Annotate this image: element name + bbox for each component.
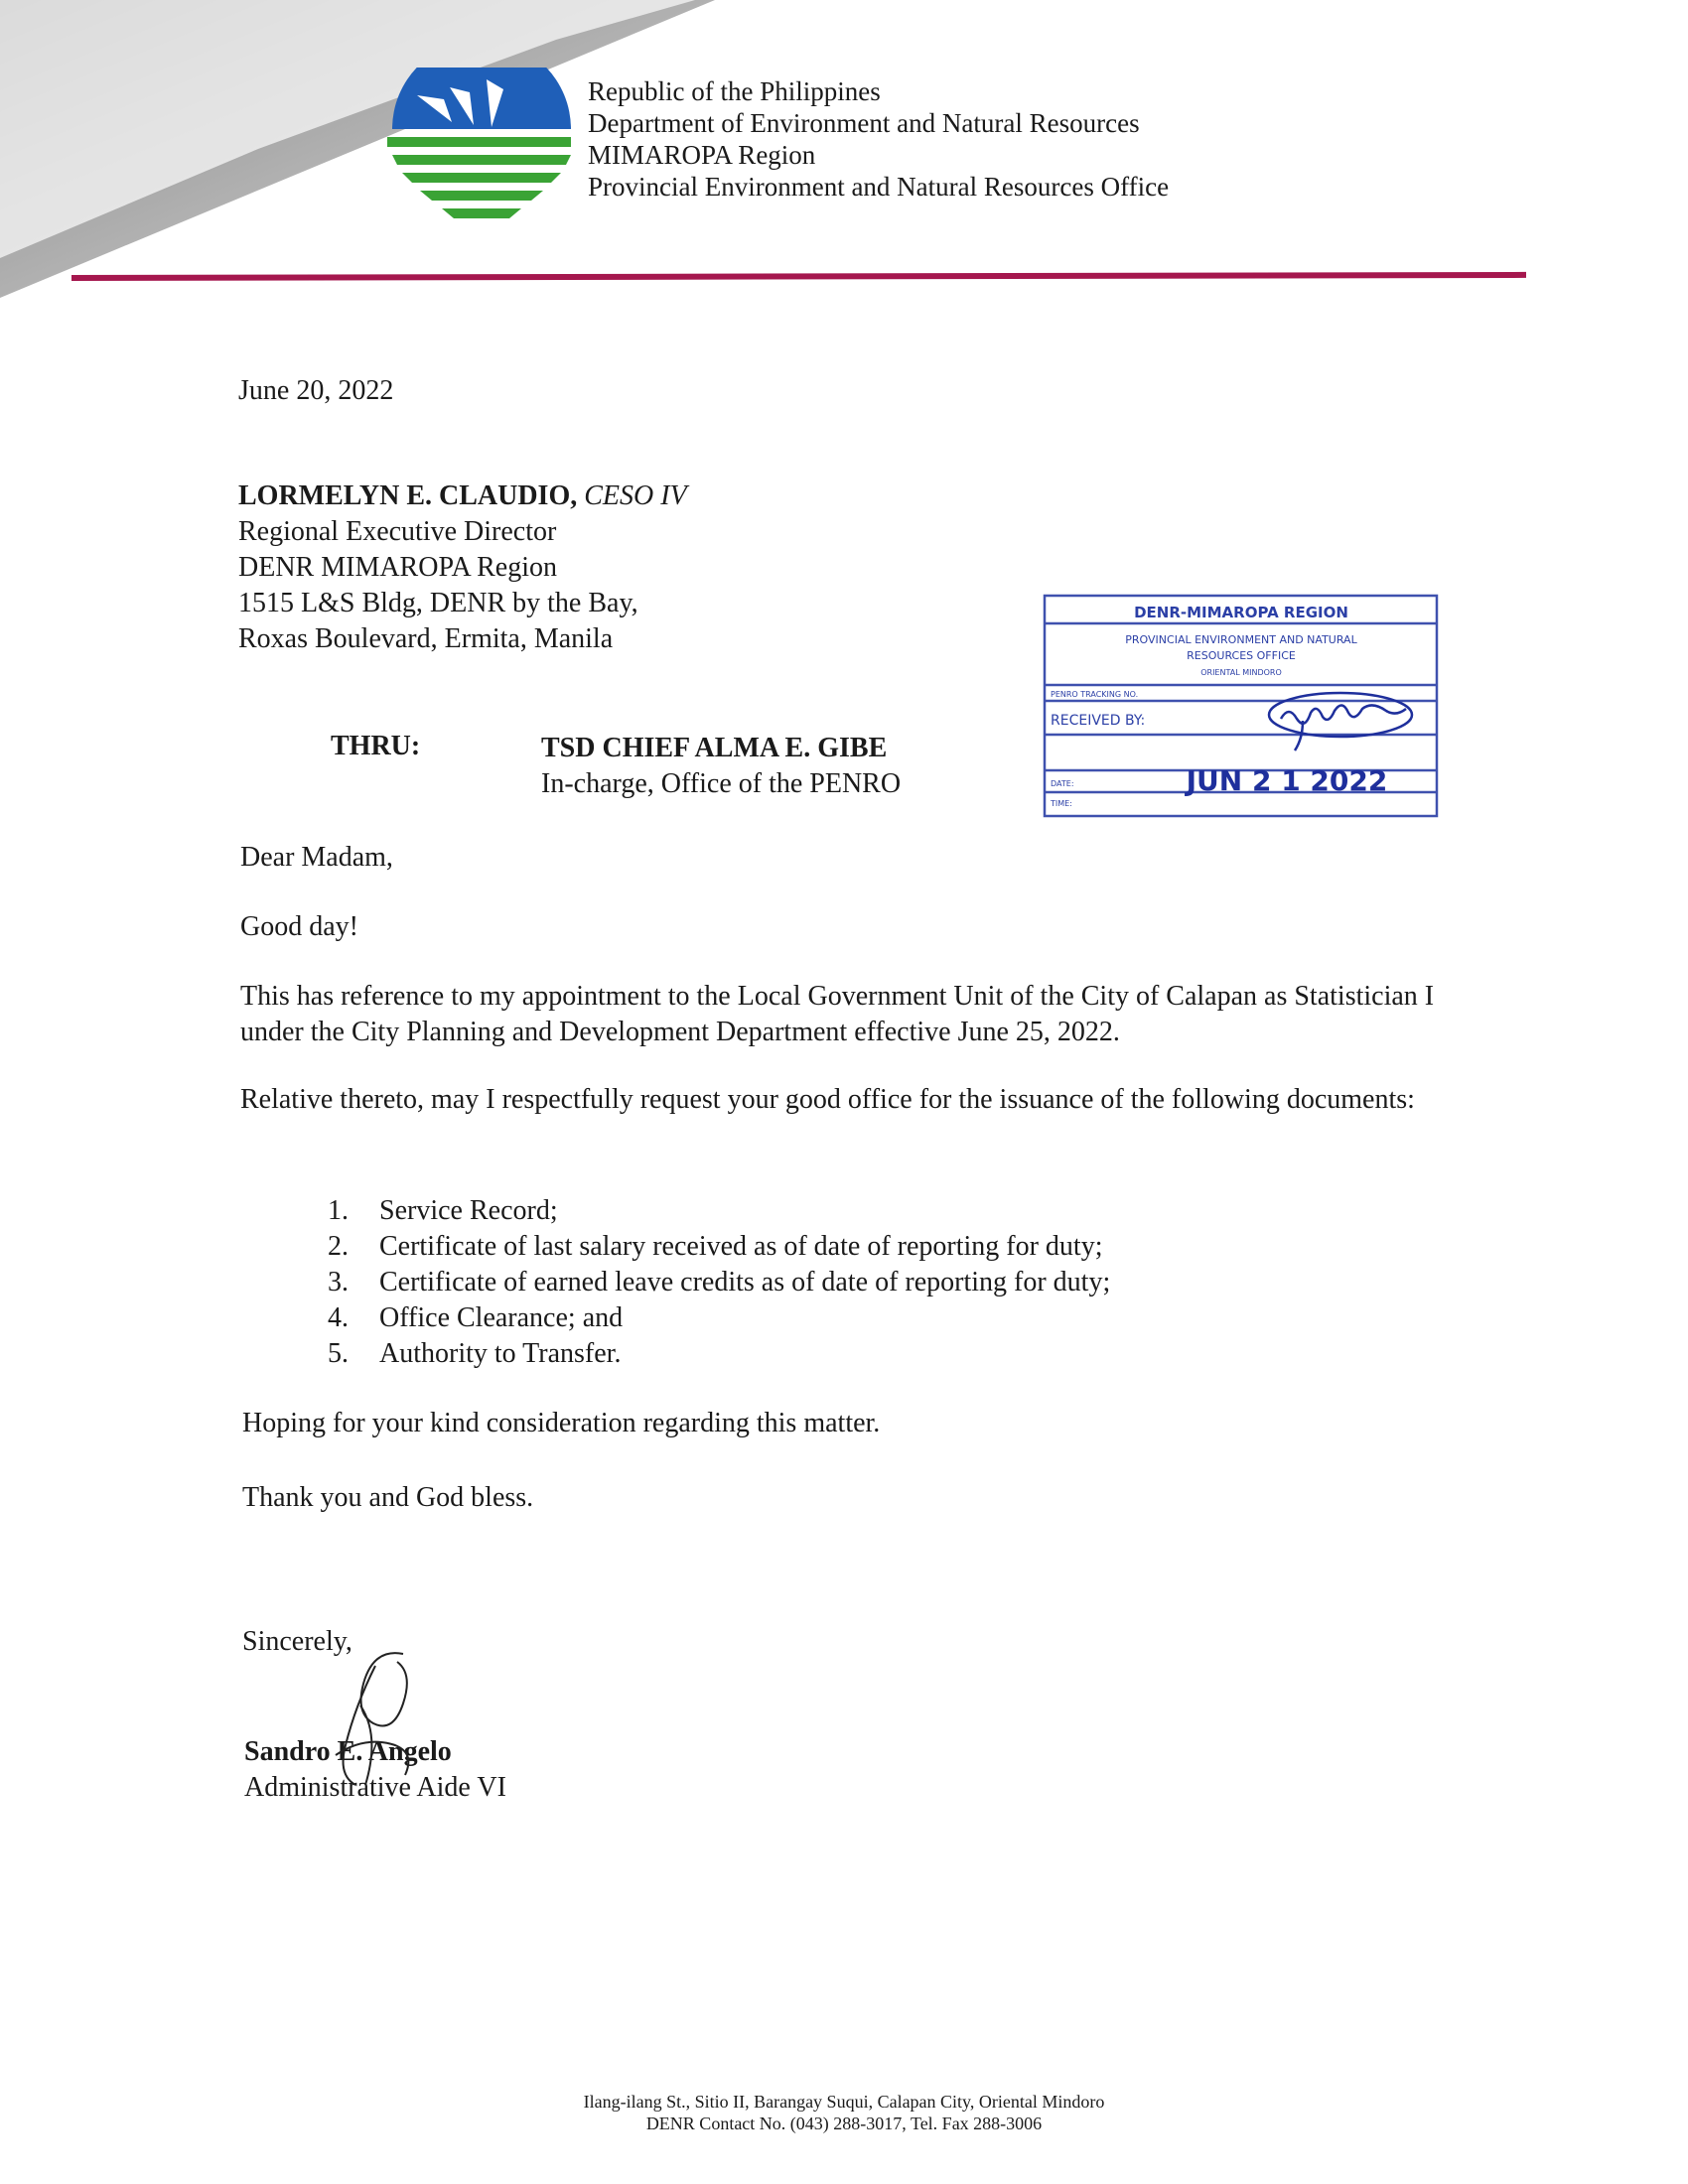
addressee-address-2: Roxas Boulevard, Ermita, Manila [238, 623, 614, 654]
stamp-tracking-label: PENRO TRACKING NO. [1051, 690, 1139, 699]
stamp-line-1: PROVINCIAL ENVIRONMENT AND NATURAL [1125, 633, 1357, 646]
letterhead-line-department: Department of Environment and Natural Resources [588, 108, 1140, 138]
addressee-title-suffix: CESO IV [584, 480, 687, 511]
footer-contact: DENR Contact No. (043) 288-3017, Tel. Fax 288-3006 [645, 2114, 1043, 2133]
thru-name: TSD CHIEF ALMA E. GIBE [541, 733, 888, 763]
letterhead-line-office: Provincial Environment and Natural Resources Office [588, 172, 1170, 202]
list-item-text: Authority to Transfer. [379, 1338, 622, 1369]
footer-address: Ilang-ilang St., Sitio II, Barangay Suqui, Calapan City, Oriental Mindoro [583, 2092, 1105, 2112]
addressee-position: Regional Executive Director [238, 516, 557, 547]
list-item-number: 2. [328, 1231, 349, 1262]
thru-block [541, 731, 901, 802]
list-item-number: 3. [328, 1267, 349, 1297]
addressee-address-1: 1515 L&S Bldg, DENR by the Bay, [238, 588, 638, 618]
body-paragraph-2: Relative thereto, may I respectfully request your good office for the issuance of the following documents: [240, 1084, 1415, 1115]
stamp-time-label: TIME: [1051, 799, 1072, 808]
list-item-number: 1. [328, 1195, 349, 1226]
list-item [328, 1193, 1110, 1229]
list-item [328, 1300, 1110, 1336]
body-paragraph-1: This has reference to my appointment to the Local Government Unit of the City of Calapan as Statistician I under the City Planning and Development Department effective June 25, 2022. [240, 981, 1435, 1047]
handwritten-signature [316, 1646, 435, 1795]
requested-documents-list [328, 1193, 1110, 1372]
stamp-line-2: RESOURCES OFFICE [1187, 649, 1296, 662]
closing-line-1: Hoping for your kind consideration regarding this matter. [242, 1408, 881, 1438]
signer-position: Administrative Aide VI [244, 1772, 506, 1803]
letterhead-text [588, 75, 1169, 203]
list-item-text: Service Record; [379, 1195, 558, 1226]
sign-off: Sincerely, [242, 1626, 352, 1657]
list-item [328, 1336, 1110, 1372]
addressee-block [238, 478, 687, 657]
letterhead-line-republic: Republic of the Philippines [588, 76, 881, 106]
footer [0, 2091, 1688, 2134]
list-item-text: Office Clearance; and [379, 1302, 624, 1333]
closing-line-2: Thank you and God bless. [242, 1482, 534, 1513]
stamp-date-value: JUN 2 1 2022 [1186, 764, 1388, 797]
salutation: Dear Madam, [240, 842, 393, 873]
list-item [328, 1229, 1110, 1265]
addressee-name: LORMELYN E. CLAUDIO, [238, 480, 578, 511]
thru-position: In-charge, Office of the PENRO [541, 768, 902, 799]
signer-name: Sandro E. Angelo [244, 1736, 452, 1767]
denr-logo [382, 68, 576, 236]
thru-label: THRU: [331, 731, 421, 761]
list-item-text: Certificate of earned leave credits as of date of reporting for duty; [379, 1267, 1111, 1297]
list-item [328, 1265, 1110, 1300]
list-item-number: 4. [328, 1302, 349, 1333]
received-stamp [1043, 594, 1440, 820]
greeting: Good day! [240, 911, 358, 942]
stamp-office: DENR-MIMAROPA REGION [1134, 604, 1348, 621]
list-item-text: Certificate of last salary received as of date of reporting for duty; [379, 1231, 1103, 1262]
stamp-line-3: ORIENTAL MINDORO [1200, 668, 1282, 677]
addressee-name-line [238, 478, 687, 514]
letter-date: June 20, 2022 [238, 375, 394, 406]
letterhead-line-region: MIMAROPA Region [588, 140, 816, 170]
stamp-received-label: RECEIVED BY: [1051, 713, 1146, 729]
addressee-office: DENR MIMAROPA Region [238, 552, 558, 583]
stamp-date-label: DATE: [1051, 779, 1074, 788]
list-item-number: 5. [328, 1338, 349, 1369]
